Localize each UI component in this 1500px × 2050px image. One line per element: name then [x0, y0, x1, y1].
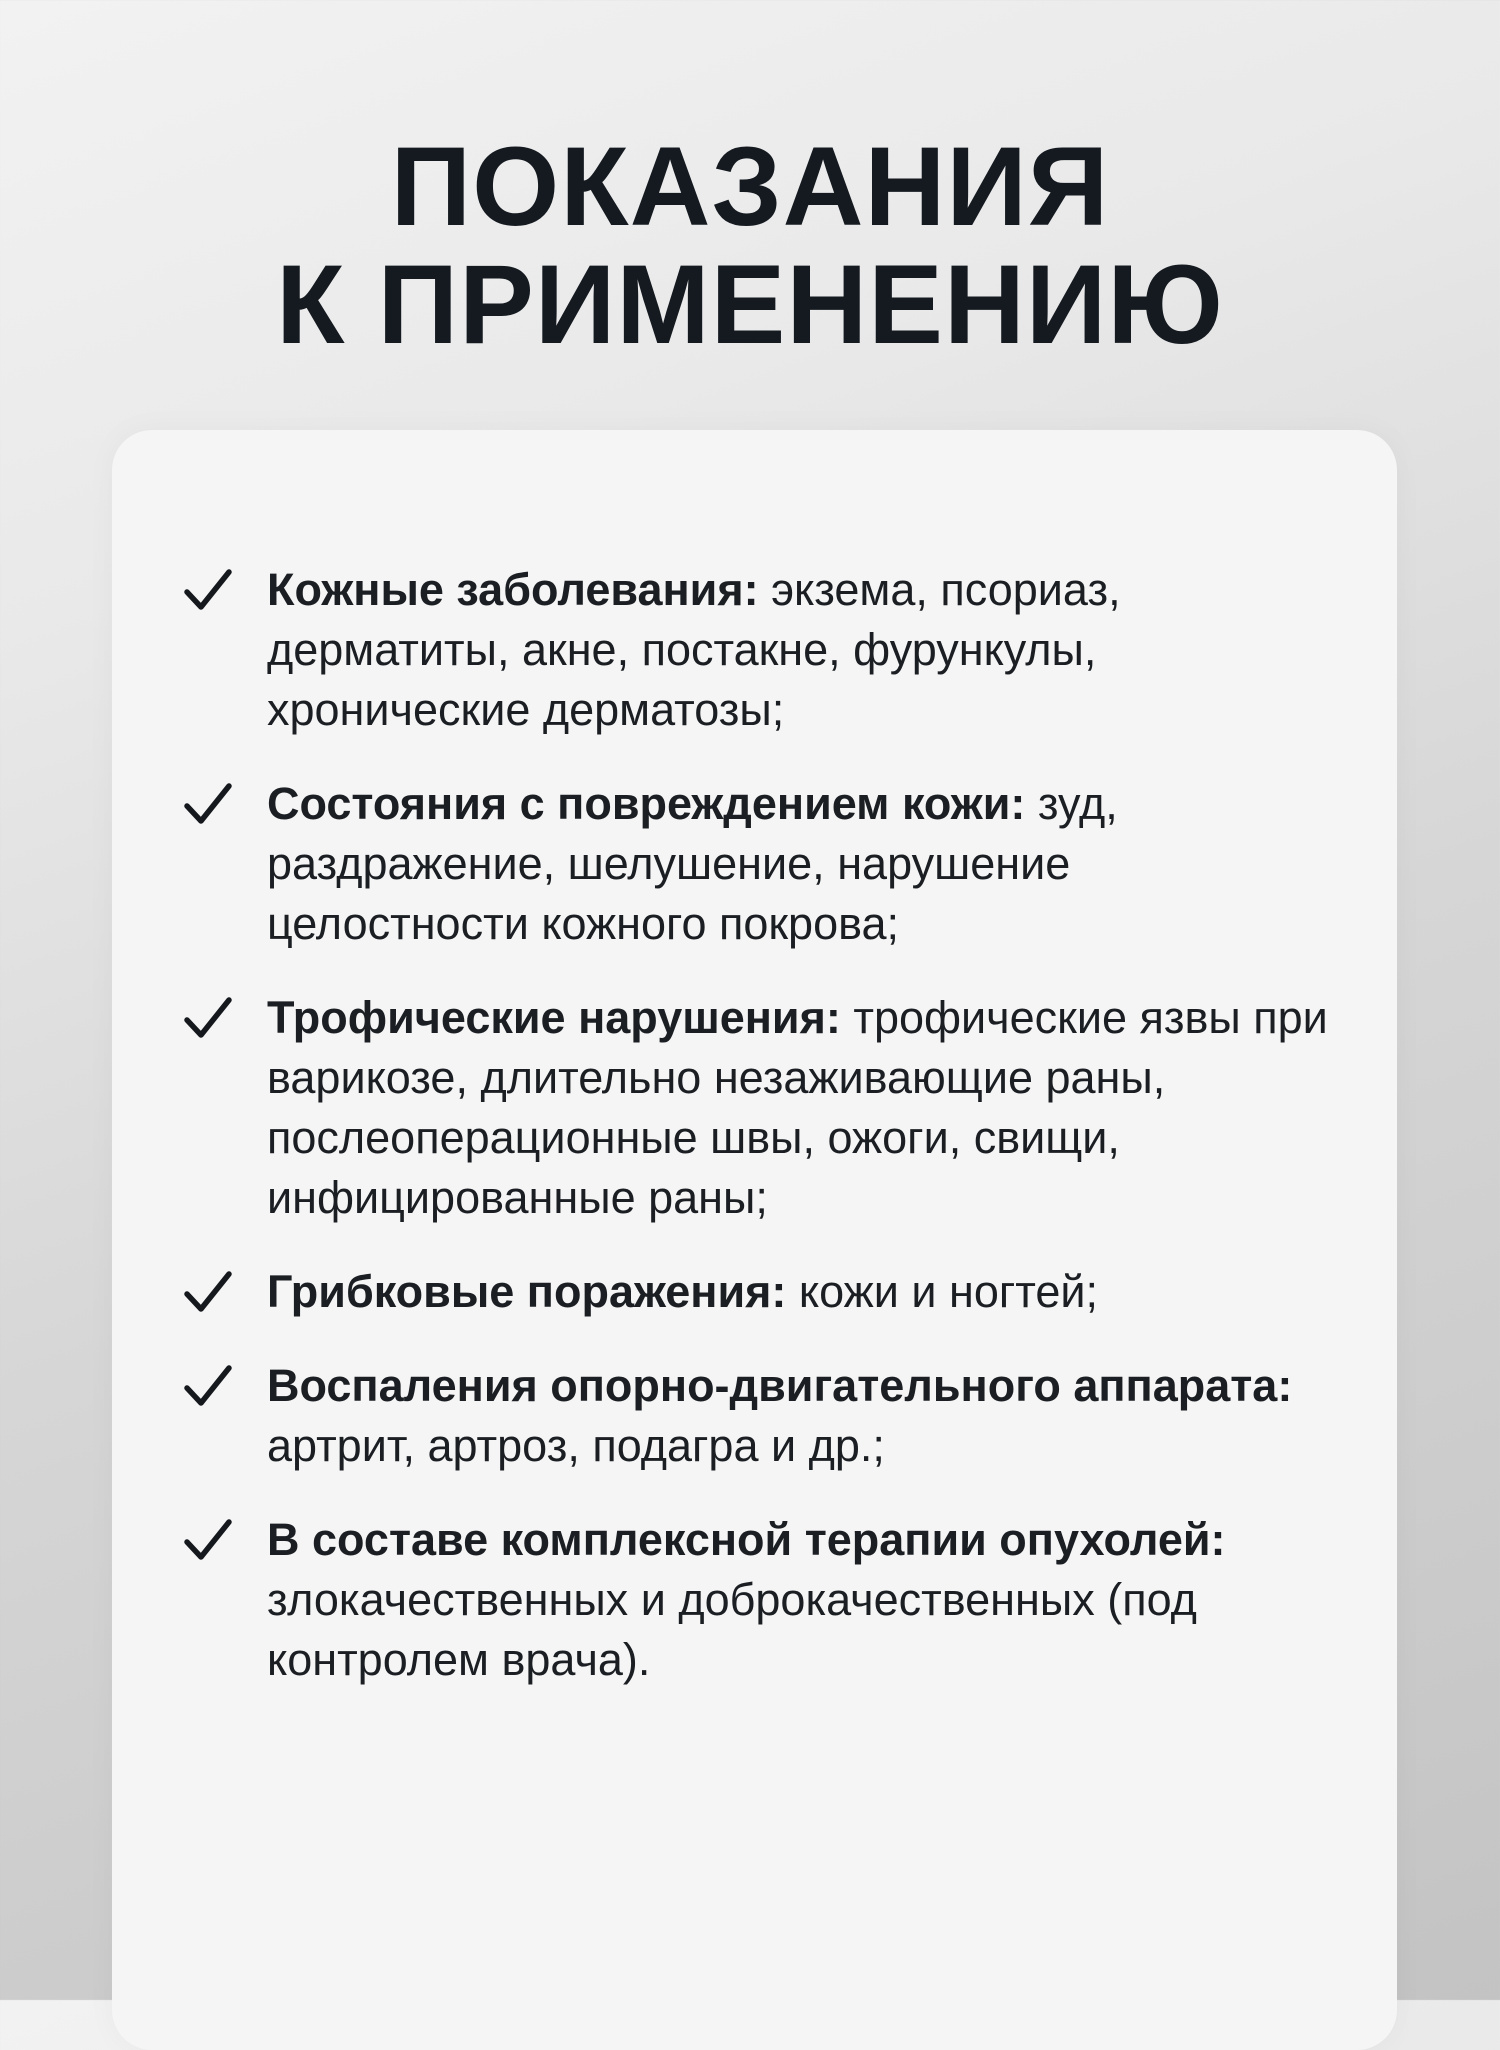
item-text: зуд, раздражение, шелушение, нарушение целостности кожного покрова;: [267, 778, 1118, 949]
list-item: [184, 560, 1334, 740]
page-title-line-2: К ПРИМЕНЕНИЮ: [276, 242, 1224, 367]
item-heading: Состояния с повреждением кожи:: [267, 778, 1026, 829]
list-item: [184, 774, 1334, 954]
item-text: экзема, псориаз, дерматиты, акне, постакне, фурункулы, хронические дерматозы;: [267, 564, 1121, 735]
checkmark-icon: [184, 1270, 232, 1316]
item-heading: Воспаления опорно-двигательного аппарата:: [267, 1360, 1293, 1411]
item-text: кожи и ногтей;: [786, 1266, 1099, 1317]
checkmark-icon: [184, 782, 232, 828]
item-text: артрит, артроз, подагра и др.;: [267, 1420, 885, 1471]
page-title-line-1: ПОКАЗАНИЯ: [390, 124, 1110, 249]
checkmark-icon: [184, 1364, 232, 1410]
indications-list: [184, 560, 1334, 1724]
list-item: [184, 1510, 1334, 1690]
item-text: трофические язвы при варикозе, длительно незаживающие раны, послеоперационные швы, ожоги, свищи, инфицированные раны;: [267, 992, 1328, 1223]
item-heading: Кожные заболевания:: [267, 564, 759, 615]
item-heading: Трофические нарушения:: [267, 992, 841, 1043]
list-item: [184, 1262, 1334, 1322]
list-item: [184, 1356, 1334, 1476]
page-title: [0, 124, 1500, 367]
checkmark-icon: [184, 568, 232, 614]
indications-card: [112, 430, 1397, 2050]
item-text: злокачественных и доброкачественных (под контролем врача).: [267, 1574, 1197, 1685]
item-heading: В составе комплексной терапии опухолей:: [267, 1514, 1226, 1565]
list-item: [184, 988, 1334, 1228]
checkmark-icon: [184, 1518, 232, 1564]
item-heading: Грибковые поражения:: [267, 1266, 787, 1317]
checkmark-icon: [184, 996, 232, 1042]
